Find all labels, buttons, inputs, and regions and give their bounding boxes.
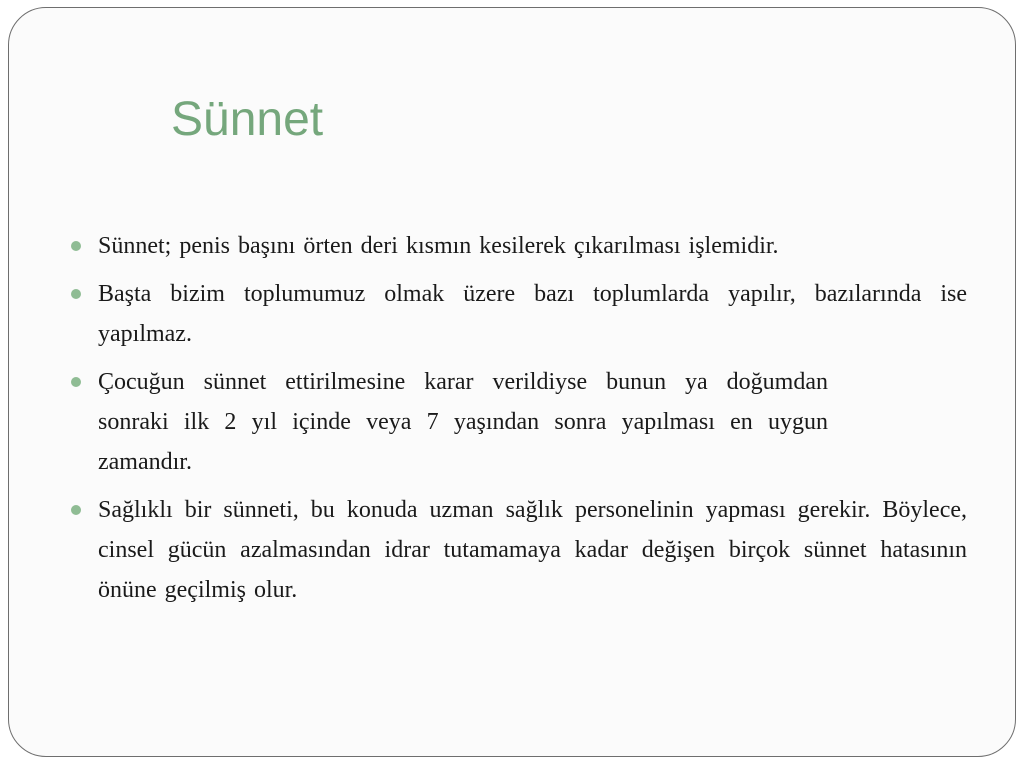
- bullet-text: Başta bizim toplumumuz olmak üzere bazı toplumlarda yapılır, bazılarında ise yapılmaz.: [98, 281, 967, 347]
- slide-frame: [8, 7, 1016, 757]
- bullet-icon: [71, 241, 81, 251]
- bullet-text: Sağlıklı bir sünneti, bu konuda uzman sağlık personelinin yapması gerekir. Böylece, cinsel gücün azalmasından idrar tutamamaya kadar değişen birçok sünnet hatasının önüne geçilmiş olur.: [98, 497, 967, 603]
- bullet-icon: [71, 289, 81, 299]
- bullet-item: [71, 274, 967, 354]
- bullet-item: [71, 362, 828, 482]
- bullet-item: [71, 490, 967, 610]
- bullet-list: [71, 226, 967, 618]
- slide-title: Sünnet: [171, 93, 324, 146]
- bullet-item: [71, 226, 967, 266]
- bullet-icon: [71, 505, 81, 515]
- bullet-text: Sünnet; penis başını örten deri kısmın kesilerek çıkarılması işlemidir.: [98, 233, 779, 259]
- bullet-icon: [71, 377, 81, 387]
- bullet-text: Çocuğun sünnet ettirilmesine karar verildiyse bunun ya doğumdan sonraki ilk 2 yıl içinde veya 7 yaşından sonra yapılması en uygun zamandır.: [98, 369, 828, 475]
